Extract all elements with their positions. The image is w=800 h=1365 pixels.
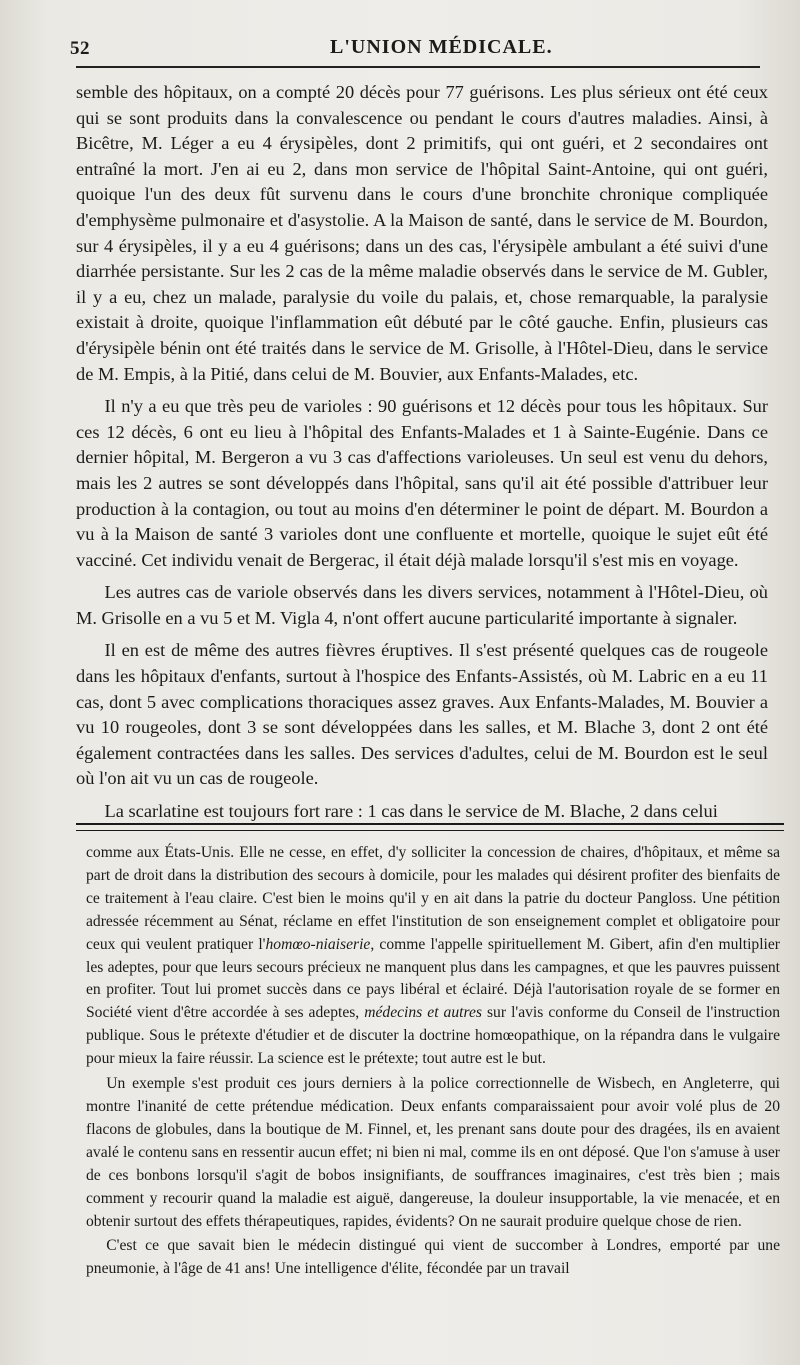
feuilleton-italic-term: homœo-niaiserie xyxy=(265,935,371,953)
main-paragraph: La scarlatine est toujours fort rare : 1 cas dans le service de M. Blache, 2 dans celui xyxy=(104,801,718,822)
feuilleton-text-run: , comme l'appelle spirituellement M. Gibert, afin d'en multiplier les adeptes, pour que leurs secours précieux ne manquent plus dans les campagnes, et que les pauvres puissent en profiter. Tout lui promet succès dans ce pays libéral et éclairé. Déjà l'autorisation royale de se former en Société vient d'être accordée à ses adeptes, xyxy=(86,935,780,1022)
page-number: 52 xyxy=(70,38,90,59)
feuilleton-text xyxy=(86,842,780,1283)
feuilleton-separator-rule xyxy=(76,823,784,831)
feuilleton-italic-term: médecins et autres xyxy=(364,1004,482,1022)
main-paragraph: Il n'y a eu que très peu de varioles : 90 guérisons et 12 décès pour tous les hôpitaux. Sur ces 12 décès, 6 ont eu lieu à l'hôpital des Enfants-Malades et 1 à Sainte-Eugénie. Dans ce dernier hôpital, M. Bergeron a vu 3 cas d'affections varioleuses. Un seul est venu du dehors, mais les 2 autres se sont développés dans l'hôpital, sans qu'il ait été possible d'attribuer leur production à la contagion, ou tout au moins d'en déterminer le point de départ. M. Bourdon a vu à la Maison de santé 3 varioles dont une confluente et mortelle, quoique le sujet eût été vacciné. Cet individu venait de Bergerac, il était déjà malade lorsqu'il s'est mis en voyage. xyxy=(76,396,768,570)
feuilleton-paragraph: Un exemple s'est produit ces jours derniers à la police correctionnelle de Wisbech, en Angleterre, qui montre l'inanité de cette prétendue médication. Deux enfants comparaissaient pour avoir volé plus de 20 flacons de globules, dans la boutique de M. Finnel, et, les prenant sans doute pour des dragées, ils en avaient avalé le contenu sans en ressentir aucun effet; ni bien ni mal, comme ils en ont déposé. Que l'on s'amuse à user de ces bonbons lorsqu'il s'agit de bobos insignifiants, de souffrances imaginaires, c'est très bien ; mais comment y recourir quand la maladie est aiguë, dangereuse, la douleur insupportable, la vie menacée, et en obtenir surtout des effets thérapeutiques, rapides, évidents? On ne saurait produire quelque chose de rien. xyxy=(86,1075,780,1230)
feuilleton-paragraph: C'est ce que savait bien le médecin distingué qui vient de succomber à Londres, emporté par une pneumonie, à l'âge de 41 ans! Une intelligence d'élite, fécondée par un travail xyxy=(86,1237,780,1278)
journal-title: L'UNION MÉDICALE. xyxy=(330,36,553,58)
main-paragraph: semble des hôpitaux, on a compté 20 décès pour 77 guérisons. Les plus sérieux ont été ceux qui se sont produits dans la convalescence ou pendant le cours d'autres maladies. Ainsi, à Bicêtre, M. Léger a eu 4 érysipèles, dont 2 primitifs, qui ont guéri, et 2 secondaires ont entraîné la mort. J'en ai eu 2, dans mon service de l'hôpital Saint-Antoine, qui ont guéri, quoique l'un des deux fût survenu dans le cours d'une bronchite chronique compliquée d'emphysème pulmonaire et d'asystolie. A la Maison de santé, dans le service de M. Bourdon, sur 4 érysipèles, il y a eu 4 guérisons; dans un des cas, l'érysipèle ambulant a été suivi d'une diarrhée persistante. Sur les 2 cas de la même maladie observés dans le service de M. Gubler, il y a eu, chez un malade, paralysie du voile du palais, et, chose remarquable, la paralysie existait à droite, quoique l'inflammation eût débuté par le côté gauche. Enfin, plusieurs cas d'érysipèle bénin ont été traités dans le service de M. Grisolle, à l'Hôtel-Dieu, dans le service de M. Empis, à la Pitié, dans celui de M. Bouvier, aux Enfants-Malades, etc. xyxy=(76,82,768,384)
feuilleton-text-run: comme aux États-Unis. Elle ne cesse, en effet, d'y solliciter la concession de chaires, d'hôpitaux, et même sa part de droit dans la distribution des secours à domicile, pour les malades qui désirent profiter des bienfaits de ce traitement à l'eau claire. C'est bien le moins qu'il y en ait dans la patrie du docteur Pangloss. Une pétition adressée récemment au Sénat, réclame en effet l'institution de son enseignement complet et obligatoire pour ceux qui veulent pratiquer l' xyxy=(86,844,780,953)
feuilleton-text-run: sur l'avis conforme du Conseil de l'instruction publique. Sous le prétexte d'étudier et de discuter la doctrine homœopathique, on la répandra dans le vulgaire pour mieux la faire réussir. La science est le prétexte; tout autre est le but. xyxy=(86,1004,780,1068)
main-article-text xyxy=(76,80,768,832)
header-rule xyxy=(76,66,760,68)
feuilleton-paragraph xyxy=(86,842,780,1071)
main-paragraph: Les autres cas de variole observés dans les divers services, notamment à l'Hôtel-Dieu, où M. Grisolle en a vu 5 et M. Vigla 4, n'ont offert aucune particularité importante à signaler. xyxy=(76,582,768,628)
running-head xyxy=(70,36,760,62)
main-paragraph: Il en est de même des autres fièvres éruptives. Il s'est présenté quelques cas de rougeole dans les hôpitaux d'enfants, surtout à l'hospice des Enfants-Assistés, où M. Labric en a eu 11 cas, dont 5 avec complications thoraciques assez graves. Aux Enfants-Malades, M. Bouvier a vu 10 rougeoles, dont 3 se sont développées dans les salles, et M. Blache 3, dont 2 ont été également contractées dans les salles. Des services d'adultes, celui de M. Bourdon est le seul où l'on ait vu un cas de rougeole. xyxy=(76,640,768,789)
